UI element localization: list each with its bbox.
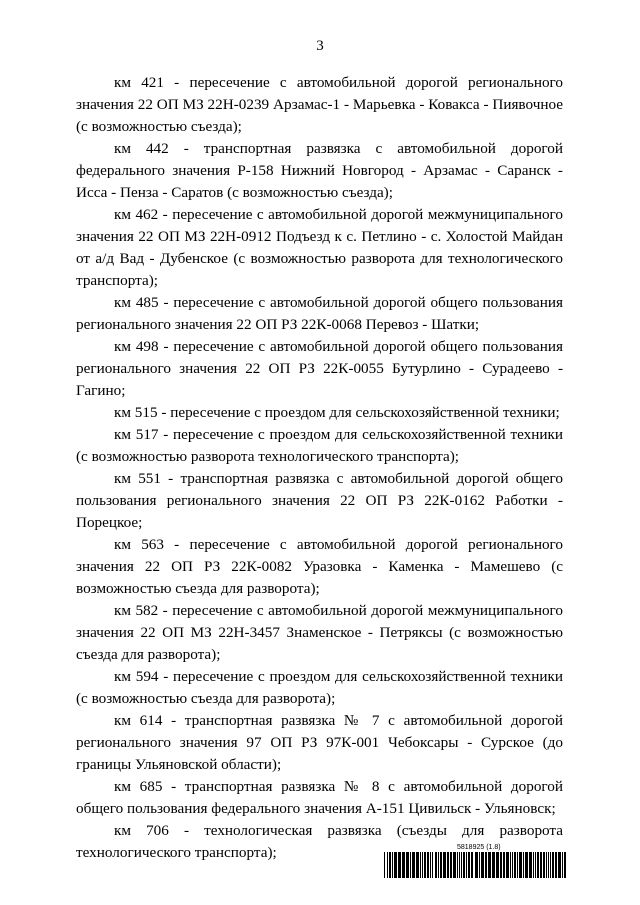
paragraph-km-421: км 421 - пересечение с автомобильной дорогой регионального значения 22 ОП МЗ 22Н-0239 Арзамас-1 - Марьевка - Ковакса - Пиявочное (с возможностью съезда); — [76, 74, 563, 135]
barcode-bar — [440, 852, 442, 878]
barcode-bar — [435, 852, 437, 878]
barcode-bar — [535, 852, 536, 878]
barcode-bar — [510, 852, 511, 878]
barcode-bar — [392, 852, 393, 878]
paragraph-km-442: км 442 - транспортная развязка с автомобильной дорогой федерального значения Р-158 Нижний Новгород - Арзамас - Саранск - Исса - Пенза - Саратов (с возможностью съезда); — [76, 140, 563, 201]
paragraph-km-685: км 685 - транспортная развязка № 8 с автомобильной дорогой общего пользования федерального значения А-151 Цивильск - Ульяновск; — [76, 778, 563, 817]
barcode-bar — [488, 852, 491, 878]
paragraph-km-614: км 614 - транспортная развязка № 7 с автомобильной дорогой регионального значения 97 ОП РЗ 97К-001 Чебоксары - Сурское (до границы Ульяновской области); — [76, 712, 563, 773]
barcode-bar — [463, 852, 465, 878]
barcode-bar — [387, 852, 388, 878]
document-body — [76, 72, 563, 864]
paragraph-km-706: км 706 - технологическая развязка (съезды для разворота технологического транспорта); — [76, 822, 563, 861]
paragraph-km-563: км 563 - пересечение с автомобильной дорогой регионального значения 22 ОП РЗ 22К-0082 Уразовка - Каменка - Мамешево (с возможностью съезда для разворота); — [76, 536, 563, 597]
barcode-bar — [523, 852, 524, 878]
barcode-bar — [427, 852, 429, 878]
barcode-bar — [457, 852, 458, 878]
barcode-bar — [552, 852, 554, 878]
barcode-bar — [562, 852, 563, 878]
barcode-bar — [394, 852, 397, 878]
barcode-bar — [500, 852, 502, 878]
barcode-bar — [558, 852, 561, 878]
document-code: 5818925 (1.8) — [457, 844, 501, 851]
barcode-bar — [506, 852, 509, 878]
barcode-bar — [475, 852, 478, 878]
barcode-bar — [430, 852, 431, 878]
page-number: 3 — [316, 38, 324, 54]
barcode-bar — [533, 852, 534, 878]
paragraph-km-462: км 462 - пересечение с автомобильной дорогой межмуниципального значения 22 ОП МЗ 22Н-0912 Подъезд к с. Петлино - с. Холостой Майдан от а/д Вад - Дубенское (с возможностью разворота для технологического транспорта); — [76, 206, 563, 289]
barcode-bar — [424, 852, 426, 878]
barcode-bar — [546, 852, 547, 878]
barcode-bar — [432, 852, 433, 878]
barcode-bar — [481, 852, 484, 878]
barcode-bar — [503, 852, 505, 878]
barcode-bar — [537, 852, 539, 878]
barcode-bar — [398, 852, 401, 878]
paragraph-km-515: км 515 - пересечение с проездом для сельскохозяйственной техники; — [114, 404, 560, 421]
barcode-bar — [410, 852, 411, 878]
barcode-bar — [468, 852, 470, 878]
barcode-bar — [384, 852, 385, 878]
barcode-bar — [543, 852, 545, 878]
paragraph-km-594: км 594 - пересечение с проездом для сельскохозяйственной техники (с возможностью съезда для разворота); — [76, 668, 563, 707]
barcode-bar — [438, 852, 439, 878]
barcode-bar — [517, 852, 518, 878]
barcode-bar — [453, 852, 456, 878]
barcode-bar — [555, 852, 557, 878]
paragraph-km-498: км 498 - пересечение с автомобильной дорогой общего пользования регионального значения 22 ОП РЗ 22К-0055 Бутурлино - Сурадеево - Гагино; — [76, 338, 563, 399]
barcode-bar — [450, 852, 452, 878]
barcode-bar — [512, 852, 513, 878]
barcode-bar — [402, 852, 405, 878]
barcode-bar — [447, 852, 449, 878]
paragraph-km-582: км 582 - пересечение с автомобильной дорогой межмуниципального значения 22 ОП МЗ 22Н-3457 Знаменское - Петряксы (с возможностью съезда для разворота); — [76, 602, 563, 663]
barcode-bar — [540, 852, 542, 878]
paragraph-km-551: км 551 - транспортная развязка с автомобильной дорогой общего пользования регионального значения 22 ОП РЗ 22К-0162 Работки - Порецкое; — [76, 470, 563, 531]
paragraph-km-485: км 485 - пересечение с автомобильной дорогой общего пользования регионального значения 22 ОП РЗ 22К-0068 Перевоз - Шатки; — [76, 294, 563, 333]
barcode — [384, 852, 566, 878]
barcode-bar — [550, 852, 551, 878]
barcode-bar — [529, 852, 532, 878]
barcode-bar — [548, 852, 549, 878]
barcode-bar — [420, 852, 421, 878]
barcode-bar — [471, 852, 473, 878]
barcode-bar — [389, 852, 391, 878]
barcode-bar — [485, 852, 487, 878]
barcode-bar — [564, 852, 566, 878]
barcode-bar — [496, 852, 499, 878]
barcode-bar — [519, 852, 522, 878]
barcode-bar — [492, 852, 495, 878]
barcode-bar — [479, 852, 480, 878]
paragraph-km-517: км 517 - пересечение с проездом для сельскохозяйственной техники (с возможностью разворота технологического транспорта); — [76, 426, 563, 465]
barcode-bar — [459, 852, 460, 878]
barcode-bar — [443, 852, 446, 878]
barcode-bar — [461, 852, 462, 878]
barcode-bar — [406, 852, 409, 878]
barcode-bar — [514, 852, 516, 878]
barcode-bar — [466, 852, 467, 878]
barcode-bar — [416, 852, 419, 878]
barcode-bar — [422, 852, 423, 878]
barcode-bar — [412, 852, 415, 878]
barcode-bar — [525, 852, 528, 878]
